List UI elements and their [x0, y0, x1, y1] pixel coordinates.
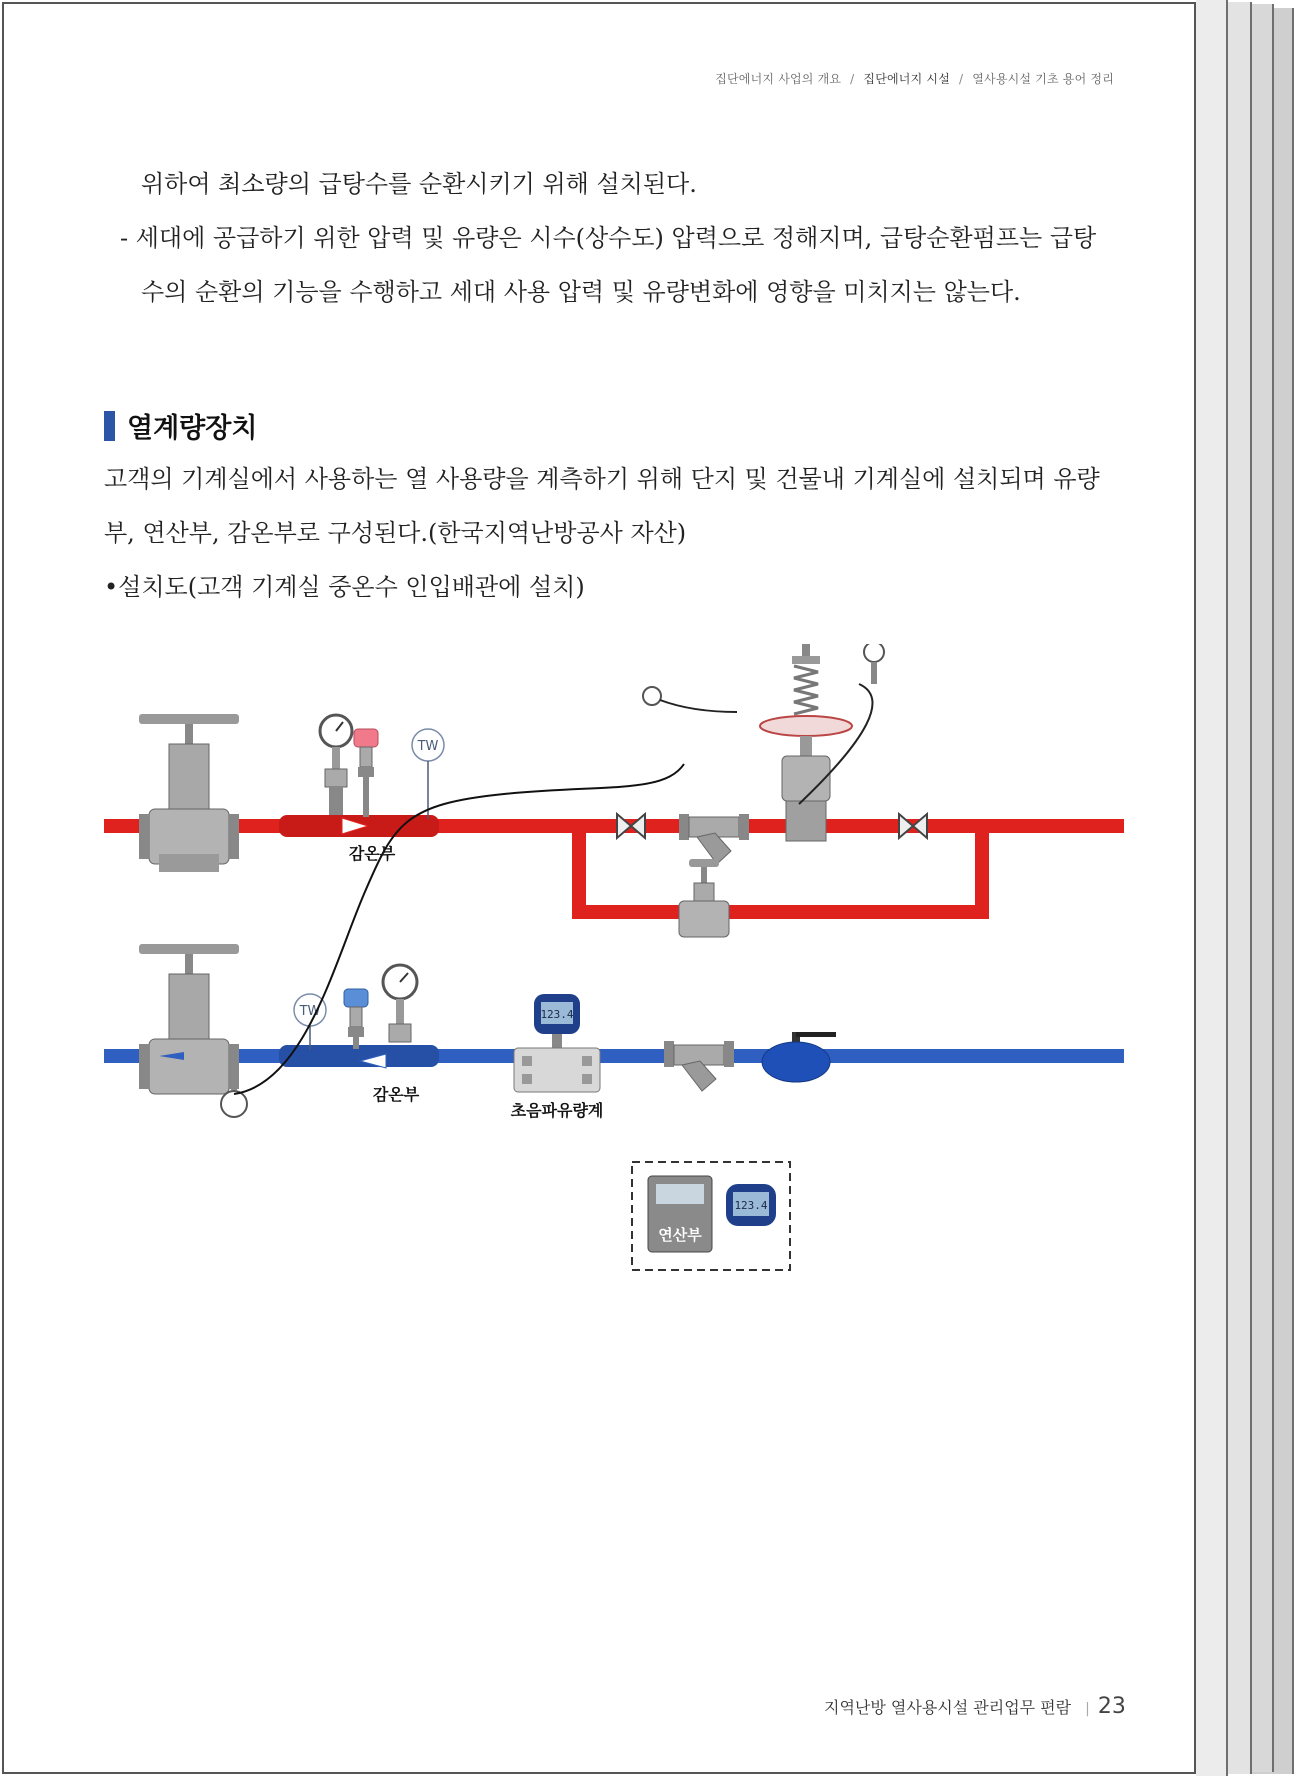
ball-valve-icon: [762, 1032, 836, 1082]
supply-line: [104, 815, 1124, 912]
section-body-line: 부, 연산부, 감온부로 구성된다.(한국지역난방공사 자산): [104, 519, 687, 547]
return-line: [104, 1045, 1124, 1067]
heat-meter-installation-diagram: [104, 644, 1124, 1294]
section-title: 열계량장치: [127, 413, 258, 444]
intro-line: 위하여 최소량의 급탕수를 순환시키기 위해 설치된다.: [141, 170, 697, 198]
pressure-gauge-icon: [320, 715, 352, 815]
breadcrumb-item[interactable]: 집단에너지 사업의 개요: [715, 72, 842, 86]
page-stack-edge: [1196, 0, 1228, 1776]
butterfly-valve-icon: [899, 814, 927, 838]
gate-valve-icon: [139, 714, 239, 872]
pressure-gauge-icon: [643, 687, 737, 712]
tw-label: TW: [417, 739, 439, 754]
return-sensor-label: 감온부: [372, 1085, 420, 1104]
flowmeter-label: 초음파유량계: [510, 1101, 604, 1120]
gate-valve-icon: [139, 944, 239, 1094]
footer-title: 지역난방 열사용시설 관리업무 편람: [824, 1698, 1072, 1717]
section-heading: [104, 406, 257, 445]
calculator-display: 123.4: [734, 1199, 768, 1212]
breadcrumb-item[interactable]: 열사용시설 기초 용어 정리: [972, 72, 1114, 86]
document-page: [2, 2, 1196, 1774]
tw-label: TW: [299, 1004, 321, 1019]
pressure-gauge-icon: [383, 965, 417, 1042]
section-marker: [104, 411, 115, 441]
strainer-icon: [679, 814, 749, 864]
bullet-item: •설치도(고객 기계실 중온수 인입배관에 설치): [104, 573, 585, 601]
flowmeter-display: 123.4: [540, 1008, 574, 1021]
strainer-icon: [664, 1041, 734, 1091]
section-body-line: 고객의 기계실에서 사용하는 열 사용량을 계측하기 위해 단지 및 건물내 기계실에 설치되며 유량: [104, 465, 1100, 493]
breadcrumb: 집단에너지 사업의 개요 / 집단에너지 시설 / 열사용시설 기초 용어 정리: [715, 72, 1114, 86]
page-number: 23: [1097, 1694, 1126, 1719]
intro-line: - 세대에 공급하기 위한 압력 및 유량은 시수(상수도) 압력으로 정해지며, 급탕순환펌프는 급탕: [120, 224, 1097, 252]
supply-sensor-label: 감온부: [348, 844, 396, 863]
pressure-regulating-valve-icon: [760, 644, 884, 841]
calculator-unit: [632, 1162, 790, 1270]
butterfly-valve-icon: [617, 814, 645, 838]
temperature-sensor-icon: [344, 989, 368, 1049]
temperature-sensor-icon: [354, 729, 378, 817]
intro-line: 수의 순환의 기능을 수행하고 세대 사용 압력 및 유량변화에 영향을 미치지는 않는다.: [141, 278, 1021, 306]
page-footer: 지역난방 열사용시설 관리업무 편람 | 23: [824, 1694, 1126, 1719]
ultrasonic-flowmeter-icon: [514, 994, 600, 1092]
bypass-valve-icon: [679, 859, 729, 937]
calculator-label: 연산부: [658, 1226, 702, 1244]
breadcrumb-item-current[interactable]: 집단에너지 시설: [863, 72, 950, 86]
